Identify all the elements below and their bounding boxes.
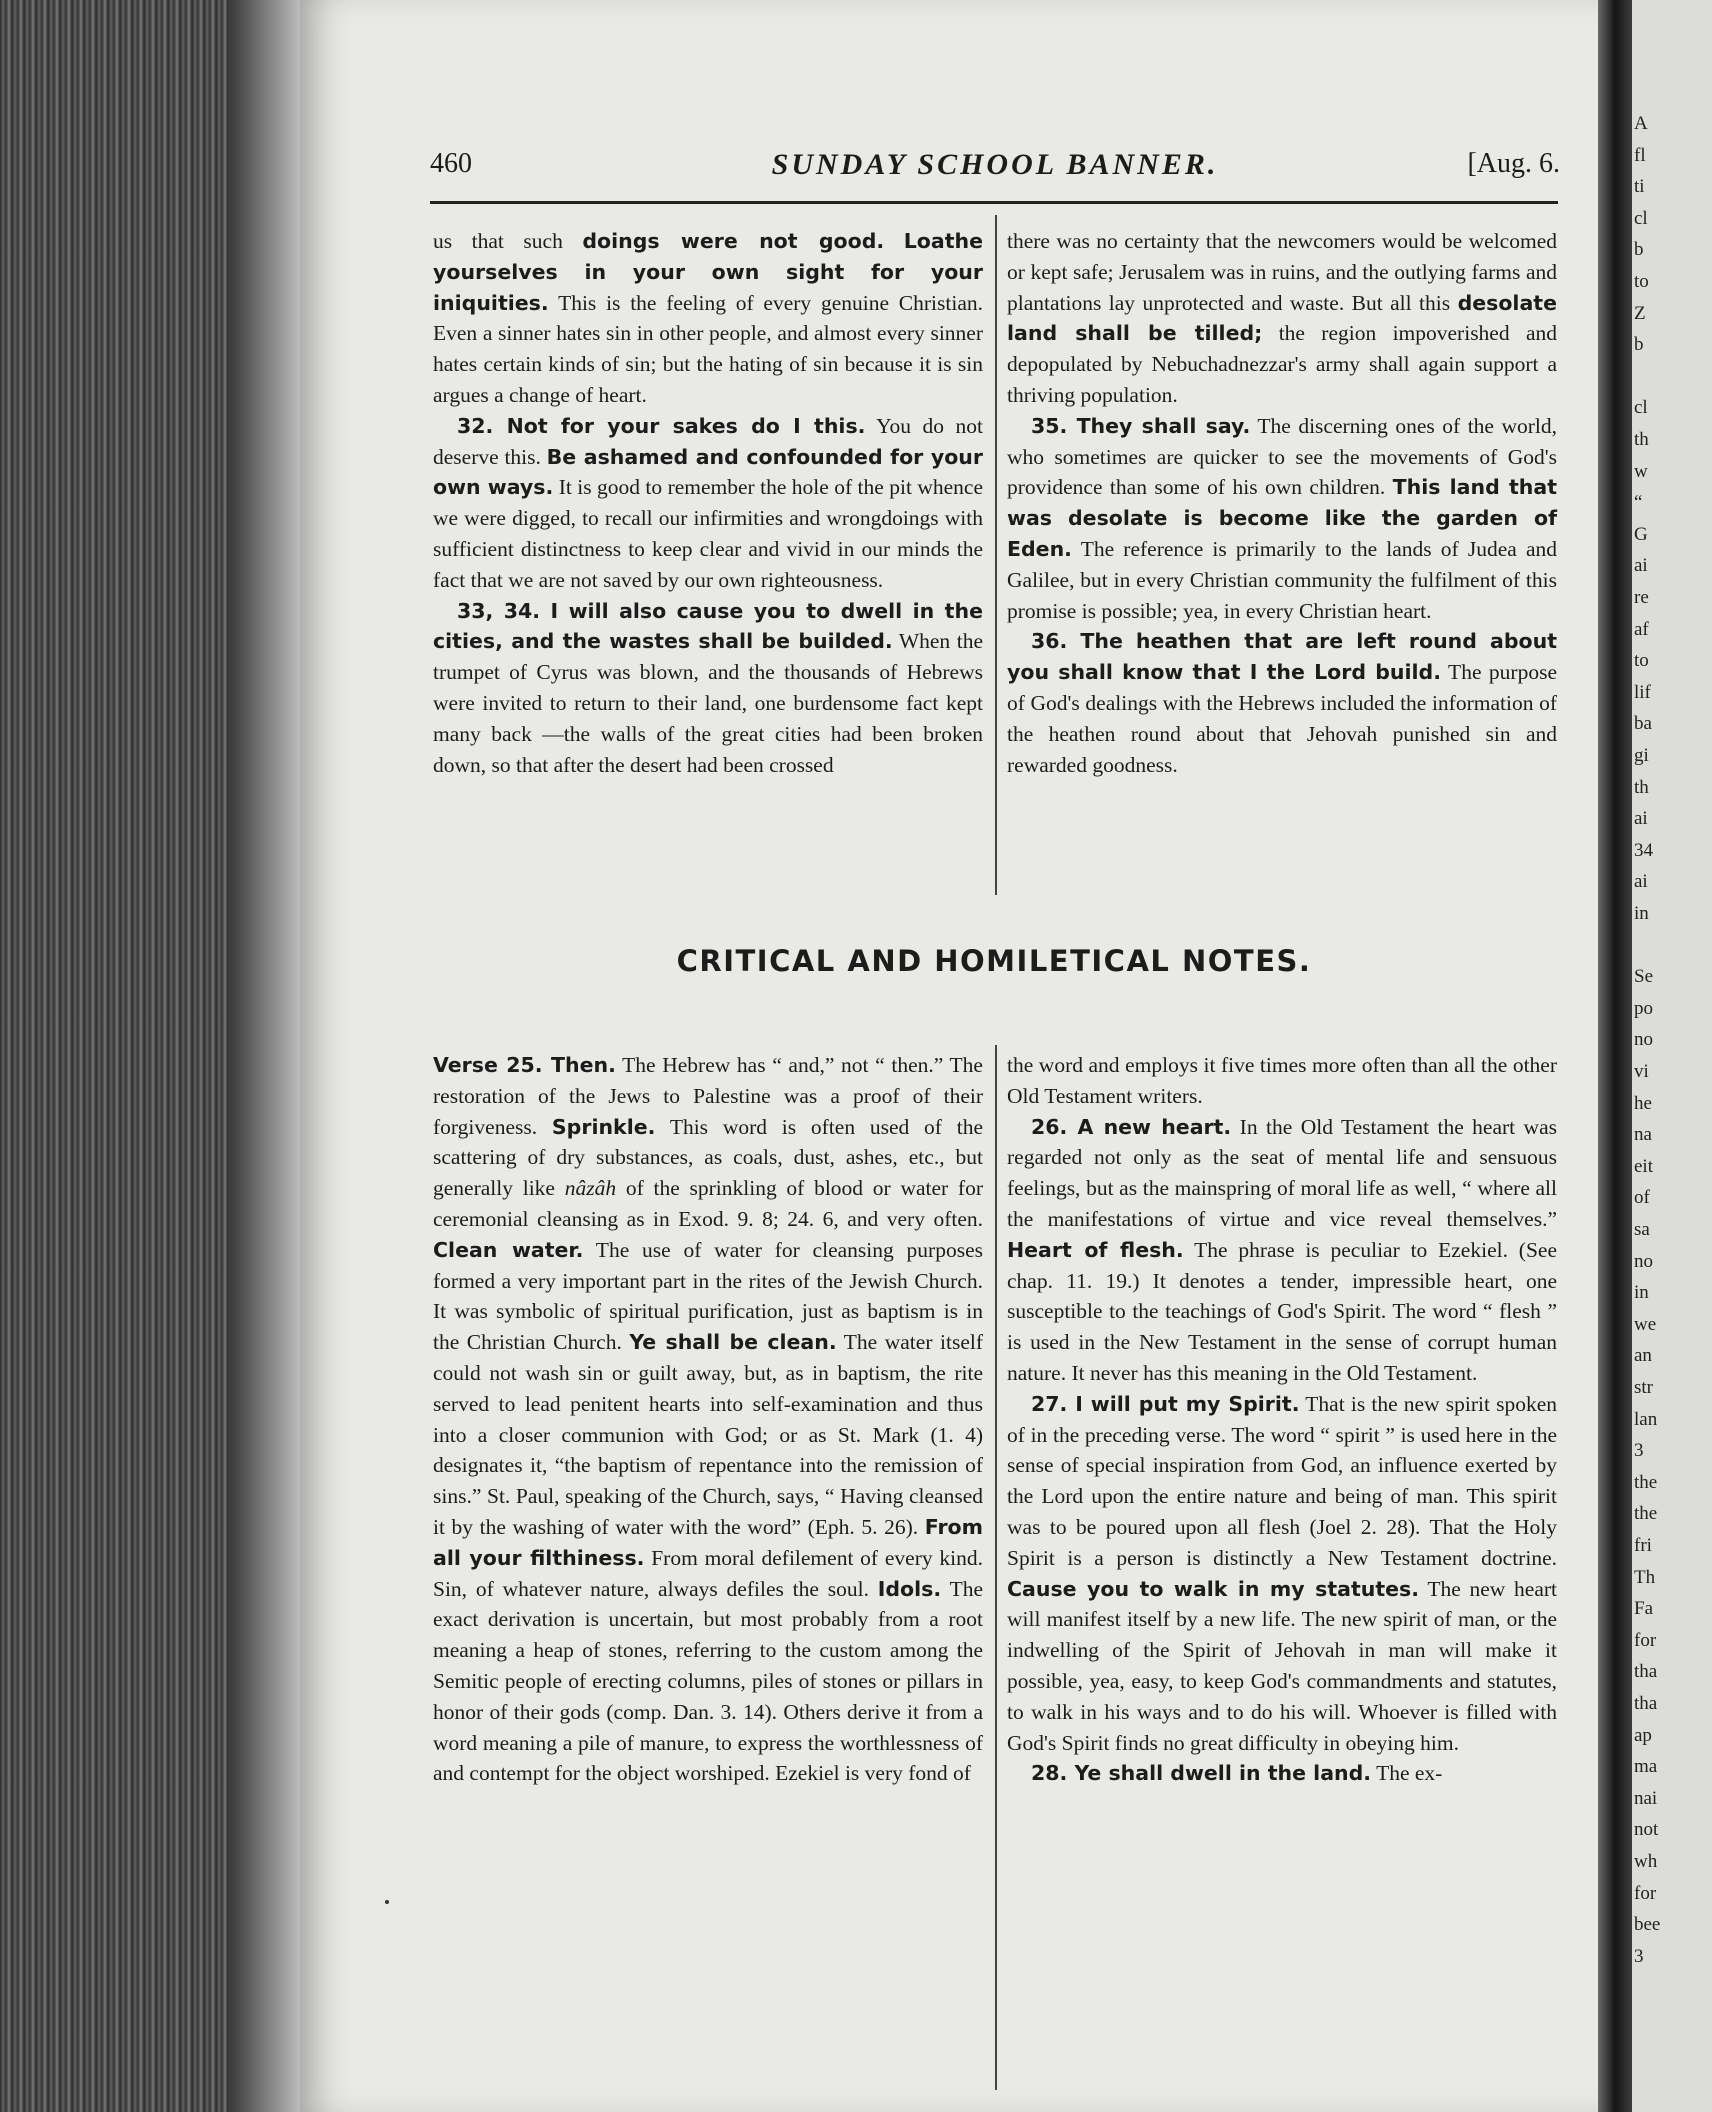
fragment-line: ai	[1634, 871, 1648, 893]
fragment-line: an	[1634, 1345, 1652, 1367]
text-run: You do not deserve this.	[433, 413, 983, 469]
fragment-line: Fa	[1634, 1598, 1653, 1620]
fragment-line: we	[1634, 1313, 1657, 1335]
text-run: The use of water for cleansing purposes formed a very important part in the rites of the Jewish Church. It was symbolic of spiritual purification, just as baptism is in the Christian Church.	[433, 1237, 983, 1355]
bold-phrase: Loathe yourselves in your own sight for your iniquities.	[433, 229, 983, 315]
text-run: That is the new spirit spoken of in the preceding verse. The word “ spirit ” is used here in the sense of special inspiration from God, an influence exerted by the Lord upon the entire nature and being of man. This spirit was to be poured upon all flesh (Joel 2. 28). That the Holy Spirit is a person is distinctly a New Testament doctrine.	[1007, 1391, 1557, 1570]
column-top-right	[1007, 226, 1557, 780]
fragment-line: re	[1634, 587, 1649, 608]
fragment-line: po	[1634, 997, 1653, 1019]
text-run: The exact derivation is uncertain, but most probably from a root meaning a heap of stones, referring to the custom among the Semitic people of erecting columns, piles of stones or pillars in honor of their gods (comp. Dan. 3. 14). Others derive it from a word meaning a pile of manure, to express the worthlessness of and contempt for the object worshiped. Ezekiel is very fond of	[433, 1576, 983, 1786]
text-run: This word is often used of the scattering of dry substances, as coals, dust, ashes, etc., but generally like	[433, 1114, 983, 1201]
bold-phrase: Heart of flesh.	[1007, 1237, 1184, 1262]
page-number: 460	[430, 148, 472, 179]
paragraph	[1007, 1389, 1557, 1759]
fragment-line: the	[1634, 1503, 1658, 1525]
text-run: The purpose of God's dealings with the Hebrews included the information of the heathen round about that Jehovah punished sin and rewarded goodness.	[1007, 660, 1557, 777]
paragraph	[1007, 1758, 1557, 1789]
fragment-line: eit	[1634, 1155, 1653, 1177]
text-run: The new heart will manifest itself by a new life. The new spirit of man, or the indwelling of the Spirit of Jehovah in man will make it possible, yea, easy, to keep God's commandments and statutes, to walk in his ways and to do his will. Whoever is filled with God's Spirit finds no great difficulty in obeying him.	[1007, 1576, 1558, 1755]
paragraph	[433, 226, 983, 411]
paragraph	[433, 1050, 983, 1789]
fragment-line: vi	[1634, 1061, 1649, 1082]
fragment-line: lan	[1634, 1408, 1658, 1430]
fragment-line: of	[1634, 1187, 1650, 1209]
fragment-line: to	[1634, 271, 1649, 292]
bold-phrase: desolate land shall be tilled;	[1007, 290, 1557, 346]
text-run: of the sprinkling of blood or water for ceremonial cleansing as in Exod. 9. 8; 24. 6, and very often.	[433, 1176, 983, 1231]
fragment-line: sa	[1634, 1219, 1650, 1240]
bold-phrase: 32. Not for your sakes do I this.	[457, 413, 866, 438]
text-run: the region impoverished and depopulated by Nebuchadnezzar's army shall again support a thriving population.	[1007, 321, 1557, 407]
bold-phrase: 33, 34. I will also cause you to dwell in the cities, and the wastes shall be builded.	[433, 598, 983, 654]
section-title: CRITICAL AND HOMILETICAL NOTES.	[676, 944, 1312, 978]
fragment-line: “	[1634, 492, 1643, 514]
fragment-line: for	[1634, 1629, 1657, 1651]
fragment-line: w	[1634, 460, 1648, 482]
fragment-line: no	[1634, 1250, 1653, 1272]
fragment-line: cl	[1634, 397, 1648, 419]
fragment-line: for	[1634, 1882, 1657, 1904]
fragment-line: he	[1634, 1092, 1652, 1114]
bold-phrase: 35. They shall say.	[1031, 413, 1251, 438]
book-gutter	[1598, 0, 1632, 2112]
bold-phrase: Verse 25. Then.	[433, 1053, 616, 1077]
fragment-line: ai	[1634, 555, 1648, 577]
fragment-line: ai	[1634, 808, 1648, 830]
fragment-line: b	[1634, 334, 1644, 356]
fragment-line: 3	[1634, 1440, 1644, 1462]
text-run: us that such	[433, 229, 583, 253]
paragraph	[1007, 1050, 1557, 1112]
column-top-left	[433, 226, 983, 780]
bold-phrase: doings were not good.	[582, 229, 885, 253]
bold-phrase: This land that was desolate is become like the garden of Eden.	[1007, 475, 1557, 561]
fragment-line: th	[1634, 776, 1649, 798]
bold-phrase: Ye shall be clean.	[629, 1330, 837, 1355]
bold-phrase: Cause you to walk in my statutes.	[1007, 1576, 1420, 1601]
fragment-line: wh	[1634, 1851, 1658, 1872]
text-run	[884, 229, 904, 253]
bold-phrase: Clean water.	[433, 1237, 584, 1262]
fragment-line: 34	[1634, 839, 1653, 861]
fragment-line: in	[1634, 903, 1649, 924]
bold-phrase: From all your filthiness.	[433, 1514, 983, 1570]
text-run: the word and employs it five times more often than all the other Old Testament writers.	[1007, 1053, 1557, 1108]
bold-phrase: Sprinkle.	[551, 1114, 656, 1139]
fragment-line: 3	[1634, 1945, 1644, 1967]
paragraph	[1007, 226, 1557, 411]
issue-date: [Aug. 6.	[1467, 148, 1560, 179]
bold-phrase: 36. The heathen that are left round about you shall know that I the Lord build.	[1007, 629, 1557, 685]
fragment-line: ti	[1634, 176, 1645, 198]
fragment-line: b	[1634, 239, 1644, 261]
fragment-line: af	[1634, 618, 1649, 640]
page-curl-shadow	[230, 0, 310, 2112]
fragment-line: not	[1634, 1819, 1659, 1841]
paragraph	[1007, 411, 1557, 627]
text-run: It is good to remember the hole of the pit whence we were digged, to recall our infirmities and wrongdoings with sufficient distinctness to keep clear and vivid in our minds the fact that we are not saved by our own righteousness.	[433, 475, 984, 592]
column-bottom-right	[1007, 1050, 1557, 1789]
italic-word: nâzâh	[564, 1176, 617, 1201]
header-rule	[430, 201, 1558, 204]
bold-phrase: 26. A new heart.	[1031, 1114, 1232, 1139]
text-run: The reference is primarily to the lands of Judea and Galilee, but in every Christian community the fulfilment of this promise is possible; yea, in every Christian heart.	[1007, 536, 1557, 623]
bold-phrase: 28. Ye shall dwell in the land.	[1031, 1761, 1372, 1786]
fragment-line: ap	[1634, 1724, 1652, 1746]
paragraph	[1007, 626, 1557, 780]
fragment-line: Th	[1634, 1566, 1656, 1588]
speck	[385, 1900, 389, 1904]
fragment-line: to	[1634, 650, 1649, 672]
bold-phrase: Idols.	[877, 1576, 942, 1601]
fragment-line: in	[1634, 1282, 1649, 1304]
column-divider-bottom	[995, 1045, 997, 2090]
text-run: The phrase is peculiar to Ezekiel. (See chap. 11. 19.) It denotes a tender, impressible heart, one susceptible to the teachings of God's Spirit. The word “ flesh ” is used in the New Testament in the sense of corrupt human nature. It never has this meaning in the Old Testament.	[1007, 1237, 1558, 1385]
fragment-line: th	[1634, 429, 1649, 450]
fragment-line: tha	[1634, 1661, 1658, 1683]
fragment-line: ma	[1634, 1756, 1658, 1778]
fragment-line: tha	[1634, 1693, 1658, 1714]
fragment-line: Z	[1634, 302, 1646, 324]
fragment-line: str	[1634, 1377, 1653, 1398]
text-run: From moral defilement of every kind. Sin, of whatever nature, always defiles the soul.	[433, 1545, 983, 1601]
fragment-line: A	[1634, 113, 1648, 134]
column-divider-top	[995, 215, 997, 895]
fragment-line: fl	[1634, 144, 1646, 166]
text-run: In the Old Testament the heart was regarded not only as the seat of mental life and sensuous feelings, but as the mainspring of moral life as well, “ where all the manifestations of virtue and vice reveal themselves.”	[1007, 1114, 1557, 1231]
fragment-line: G	[1634, 523, 1648, 545]
text-run: The ex-	[1371, 1761, 1443, 1786]
adjacent-page-fragment	[1632, 0, 1712, 2112]
column-bottom-left	[433, 1050, 983, 1789]
fragment-line: ba	[1634, 713, 1652, 735]
text-run: The Hebrew has “ and,” not “ then.” The restoration of the Jews to Palestine was a proof of their forgiveness.	[433, 1053, 983, 1139]
text-run: The water itself could not wash sin or guilt away, but, as in baptism, the rite served to lead penitent hearts into self-examination and thus into a closer communion with God; or as St. Mark (1. 4) designates it, “the baptism of repentance into the remission of sins.” St. Paul, speaking of the Church, says, “ Having cleansed it by the washing of water with the word” (Eph. 5. 26).	[433, 1330, 983, 1539]
fragment-line: bee	[1634, 1914, 1661, 1936]
bold-phrase: 27. I will put my Spirit.	[1031, 1391, 1300, 1416]
fragment-line: fri	[1634, 1535, 1652, 1556]
fragment-line: cl	[1634, 207, 1648, 229]
fragment-line: nai	[1634, 1787, 1658, 1809]
paragraph	[1007, 1112, 1557, 1389]
paragraph	[433, 411, 983, 596]
fragment-line: lif	[1634, 681, 1651, 703]
bold-phrase: Be ashamed and confounded for your own ways.	[433, 444, 983, 500]
journal-title: SUNDAY SCHOOL BANNER.	[771, 148, 1219, 181]
paragraph	[433, 596, 983, 781]
fragment-line: na	[1634, 1124, 1652, 1146]
running-header	[430, 148, 1560, 188]
text-run: The discerning ones of the world, who sometimes are quicker to see the movements of God's providence than some of his own children.	[1007, 413, 1557, 500]
fragment-line: Se	[1634, 966, 1653, 988]
fragment-line: the	[1634, 1471, 1658, 1493]
fragment-line: gi	[1634, 745, 1649, 766]
text-run: This is the feeling of every genuine Christian. Even a sinner hates sin in other people, and almost every sinner hates certain kinds of sin; but the hating of sin because it is sin argues a change of heart.	[433, 290, 983, 407]
text-run: When the trumpet of Cyrus was blown, and the thousands of Hebrews were invited to return to their land, one burdensome fact kept many back —the walls of the great cities had been broken down, so that after the desert had been crossed	[433, 629, 984, 777]
text-run: there was no certainty that the newcomers would be welcomed or kept safe; Jerusalem was in ruins, and the outlying farms and plantations lay unprotected and waste. But all this	[1007, 229, 1557, 315]
fragment-line: no	[1634, 1029, 1653, 1051]
